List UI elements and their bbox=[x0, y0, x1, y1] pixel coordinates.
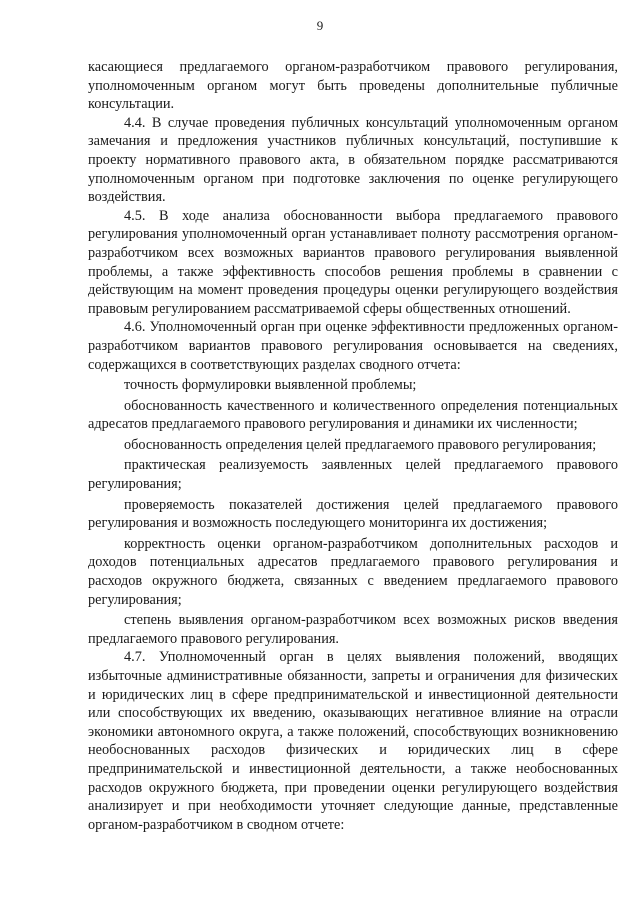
paragraph-4-5: 4.5. В ходе анализа обоснованности выбора предлагаемого правового регулирования уполномоченный орган устанавливает полноту рассмотрения органом-разработчиком всех возможных вариантов правового регулирования выявленной проблемы, а также эффективность способов решения проблемы в сравнении с действующим на момент проведения процедуры оценки регулирующего воздействия правовым регулированием рассматриваемой сферы общественных отношений. bbox=[88, 207, 618, 317]
list-item: точность формулировки выявленной проблемы; bbox=[124, 377, 417, 394]
document-body bbox=[88, 58, 618, 834]
list-item: корректность оценки органом-разработчиком дополнительных расходов и доходов потенциальных адресатов предлагаемого правового регулирования и расходов окружного бюджета, связанных с введением предлагаемого правового регулирования; bbox=[88, 535, 618, 608]
page-number: 9 bbox=[316, 18, 324, 33]
paragraph-continuation: касающиеся предлагаемого органом-разработчиком правового регулирования, уполномоченным органом могут быть проведены дополнительные публичные консультации. bbox=[88, 59, 618, 113]
list-item: проверяемость показателей достижения целей предлагаемого правового регулирования и возможность последующего мониторинга их достижения; bbox=[88, 496, 618, 532]
list-item: обоснованность определения целей предлагаемого правового регулирования; bbox=[124, 436, 597, 453]
paragraph-4-4: 4.4. В случае проведения публичных консультаций уполномоченным органом замечания и предложения участников публичных консультаций, поступившие к проекту нормативного правового акта, в обязательном порядке рассматриваются уполномоченным органом при подготовке заключения по оценке регулирующего воздействия. bbox=[88, 114, 618, 206]
list-item: обоснованность качественного и количественного определения потенциальных адресатов предлагаемого правового регулирования и динамики их численности; bbox=[88, 397, 618, 433]
list-item: степень выявления органом-разработчиком всех возможных рисков введения предлагаемого правового регулирования. bbox=[88, 612, 618, 647]
paragraph-4-7: 4.7. Уполномоченный орган в целях выявления положений, вводящих избыточные административные обязанности, запреты и ограничения для физических и юридических лиц в сфере предпринимательской и инвестиционной деятельности или способствующих их введению, оказывающих негативное влияние на отрасли экономики автономного округа, а также положений, способствующих возникновению необоснованных расходов физических и юридических лиц в сфере предпринимательской и инвестиционной деятельности, а также необоснованных расходов окружного бюджета, при проведении оценки регулирующего воздействия анализирует и при необходимости уточняет следующие данные, представленные органом-разработчиком в сводном отчете: bbox=[88, 649, 618, 833]
paragraph-4-6: 4.6. Уполномоченный орган при оценке эффективности предложенных органом-разработчиком вариантов правового регулирования основывается на сведениях, содержащихся в соответствующих разделах сводного отчета: bbox=[88, 319, 618, 373]
list-item: практическая реализуемость заявленных целей предлагаемого правового регулирования; bbox=[88, 457, 618, 493]
